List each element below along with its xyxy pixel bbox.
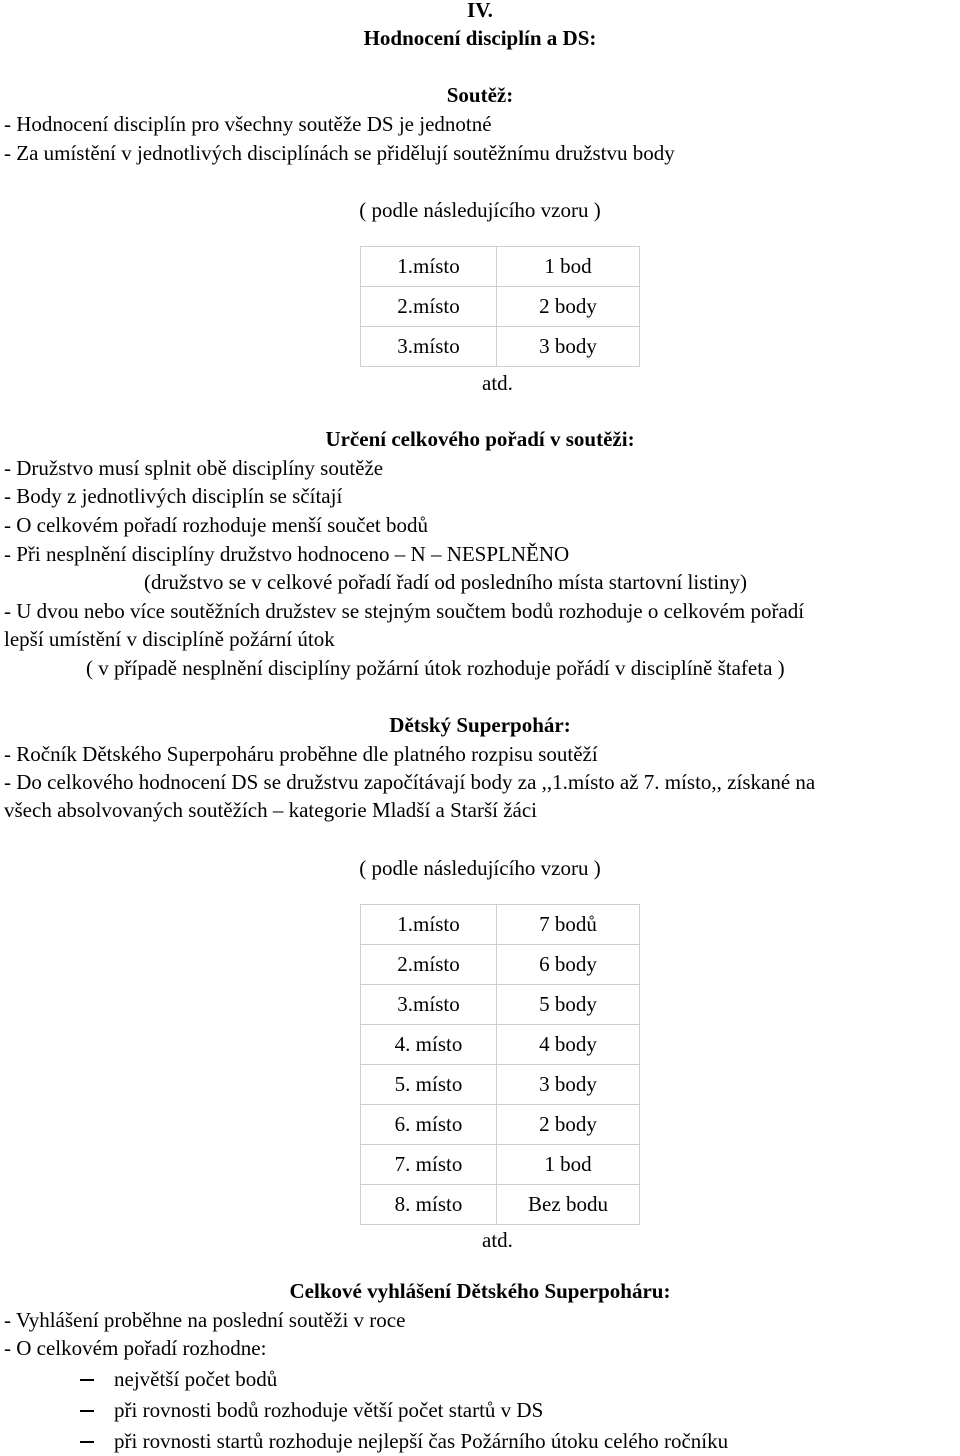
place-cell: 3.místo [361,327,497,367]
table-row [361,1025,640,1065]
announcement-line-2: - O celkovém pořadí rozhodne: [4,1336,267,1360]
overall-line-3: - O celkovém pořadí rozhoduje menší součet bodů [4,513,428,537]
criteria-item-2: při rovnosti bodů rozhoduje větší počet startů v DS [114,1398,544,1422]
overall-line-4: - Při nesplnění disciplíny družstvo hodnoceno – N – NESPLNĚNO [4,542,570,566]
points-cell: 7 bodů [497,905,640,945]
table-row [361,327,640,367]
superpohar-pattern-note: ( podle následujícího vzoru ) [359,856,601,880]
place-cell: 3.místo [361,985,497,1025]
overall-line-5: (družstvo se v celkové pořadí řadí od posledního místa startovní listiny) [144,570,748,594]
superpohar-line-1: - Ročník Dětského Superpoháru proběhne dle platného rozpisu soutěží [4,742,598,766]
points-cell: 2 body [497,1105,640,1145]
table-row [361,1105,640,1145]
section-title-superpohar: Dětský Superpohár: [389,713,571,737]
competition-line-2: - Za umístění v jednotlivých disciplínách se přidělují soutěžnímu družstvu body [4,141,675,165]
table-row [361,945,640,985]
criteria-item-3: při rovnosti startů rozhoduje nejlepší čas Požárního útoku celého ročníku [114,1429,729,1453]
table-row [361,1145,640,1185]
chapter-number: IV. [467,0,493,22]
page-heading: Hodnocení disciplín a DS: [363,26,597,50]
points-cell: 1 bod [497,247,640,287]
competition-line-1: - Hodnocení disciplín pro všechny soutěže DS je jednotné [4,112,492,136]
superpohar-etc: atd. [482,1228,513,1252]
points-cell: Bez bodu [497,1185,640,1225]
competition-etc: atd. [482,371,513,395]
competition-pattern-note: ( podle následujícího vzoru ) [359,198,601,222]
dash-bullet [80,1441,94,1443]
table-row [361,1065,640,1105]
place-cell: 8. místo [361,1185,497,1225]
superpohar-points-table [360,904,640,1225]
table-row [361,985,640,1025]
place-cell: 4. místo [361,1025,497,1065]
place-cell: 2.místo [361,287,497,327]
points-cell: 3 body [497,327,640,367]
points-cell: 5 body [497,985,640,1025]
overall-line-7: lepší umístění v disciplíně požární útok [4,627,335,651]
place-cell: 2.místo [361,945,497,985]
place-cell: 6. místo [361,1105,497,1145]
table-row [361,247,640,287]
points-cell: 2 body [497,287,640,327]
overall-line-8: ( v případě nesplnění disciplíny požární útok rozhoduje pořádí v disciplíně štafeta ) [86,656,785,680]
points-cell: 1 bod [497,1145,640,1185]
section-title-competition: Soutěž: [446,83,514,107]
place-cell: 1.místo [361,247,497,287]
place-cell: 7. místo [361,1145,497,1185]
competition-points-table [360,246,640,367]
dash-bullet [80,1379,94,1381]
superpohar-line-2: - Do celkového hodnocení DS se družstvu započítávají body za ,,1.místo až 7. místo,, získané na [4,770,816,794]
table-row [361,905,640,945]
place-cell: 5. místo [361,1065,497,1105]
place-cell: 1.místo [361,905,497,945]
points-cell: 3 body [497,1065,640,1105]
overall-line-1: - Družstvo musí splnit obě disciplíny soutěže [4,456,384,480]
superpohar-line-3: všech absolvovaných soutěžích – kategorie Mladší a Starší žáci [4,798,537,822]
overall-line-6: - U dvou nebo více soutěžních družstev se stejným součtem bodů rozhoduje o celkovém pořadí [4,599,805,623]
overall-line-2: - Body z jednotlivých disciplín se sčítají [4,484,343,508]
table-row [361,287,640,327]
table-row [361,1185,640,1225]
points-cell: 6 body [497,945,640,985]
announcement-line-1: - Vyhlášení proběhne na poslední soutěži v roce [4,1308,406,1332]
section-title-announcement: Celkové vyhlášení Dětského Superpoháru: [289,1279,671,1303]
dash-bullet [80,1410,94,1412]
criteria-item-1: největší počet bodů [114,1367,278,1391]
section-title-overall: Určení celkového pořadí v soutěži: [325,427,635,451]
points-cell: 4 body [497,1025,640,1065]
